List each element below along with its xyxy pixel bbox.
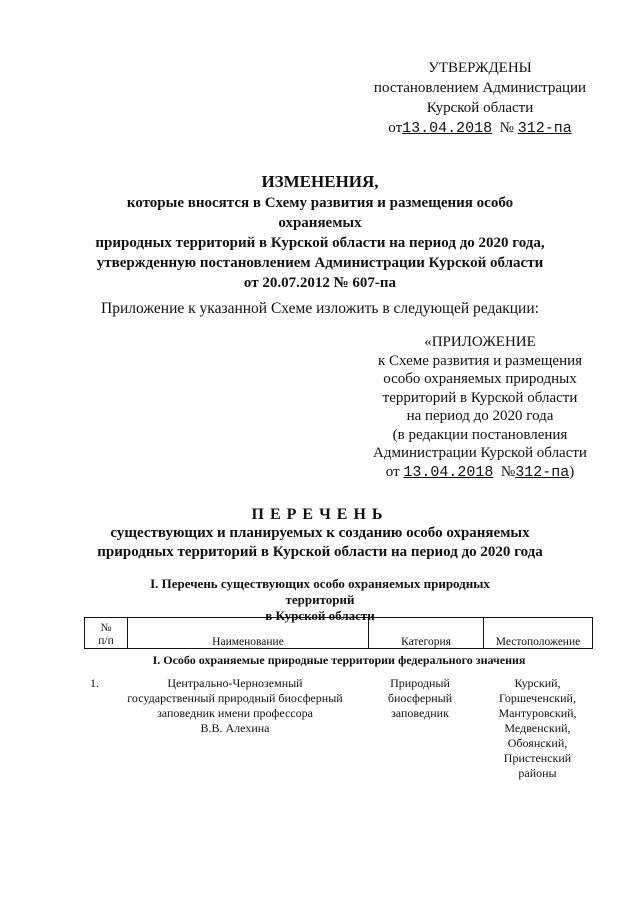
- approval-line-decree: постановлением Администрации: [373, 80, 587, 96]
- approval-number: 312-па: [517, 120, 572, 137]
- row-location-line: Обоянский,: [507, 736, 568, 750]
- approval-date: 13.04.2018: [402, 120, 493, 137]
- row-name-line: Центрально-Черноземный: [167, 676, 303, 690]
- appendix-line: особо охраняемых природных: [383, 371, 577, 387]
- row-category-line: Природный: [390, 676, 450, 690]
- row-location-line: Мантуровский,: [498, 706, 577, 720]
- appendix-date: 13.04.2018: [403, 463, 494, 481]
- territories-table: [84, 617, 593, 649]
- approval-heading: УТВЕРЖДЕНЫ: [428, 60, 532, 76]
- header-location: Местоположение: [484, 618, 593, 649]
- approval-number-prefix: №: [499, 120, 514, 136]
- appendix-line: «ПРИЛОЖЕНИЕ: [424, 334, 536, 350]
- header-num-top: №: [100, 622, 112, 634]
- changes-line: утвержденную постановлением Администрации Курской области: [96, 255, 544, 271]
- header-num-bottom: п/п: [98, 635, 114, 647]
- row-name-line: заповедник имени профессора: [157, 706, 313, 720]
- appendix-line: территорий в Курской области: [382, 389, 578, 406]
- appendix-date-line: [355, 463, 605, 483]
- appendix-line: (в редакции постановления: [392, 426, 568, 443]
- appendix-line: к Схеме развития и размещения: [377, 352, 583, 369]
- list-subtitle: [80, 524, 560, 562]
- row-location-line: Курский,: [514, 676, 561, 690]
- approval-block: [355, 58, 605, 139]
- appendix-line: на период до 2020 года: [406, 408, 554, 424]
- list-subtitle-line: существующих и планируемых к созданию особо охраняемых: [110, 525, 530, 541]
- list-subtitle-line: природных территорий в Курской области на период до 2020 года: [97, 544, 543, 560]
- header-num: [85, 618, 128, 649]
- appendix-date-prefix: от: [385, 463, 400, 480]
- appendix-line: Администрации Курской области: [373, 445, 587, 461]
- section-title-line: I. Перечень существующих особо охраняемых природных территорий: [150, 576, 490, 607]
- approval-date-line: [355, 118, 605, 139]
- header-name: Наименование: [128, 618, 369, 649]
- changes-line: от 20.07.2012 № 607-па: [243, 275, 397, 291]
- changes-line: природных территорий в Курской области на период до 2020 года,: [95, 235, 545, 251]
- row-category-line: биосферный: [387, 691, 453, 705]
- row-location-line: Пристенский: [503, 751, 572, 765]
- changes-line: которые вносятся в Схему развития и размещения особо охраняемых: [126, 195, 514, 231]
- row-category: [375, 676, 465, 721]
- row-location: [480, 676, 595, 781]
- changes-description: [90, 193, 550, 293]
- appendix-closing: ): [569, 463, 575, 480]
- list-title: ПЕРЕЧЕНЬ: [251, 506, 389, 523]
- approval-line-region: Курской области: [426, 100, 534, 116]
- approval-date-prefix: от: [388, 120, 403, 136]
- row-name-line: В.В. Алехина: [200, 721, 270, 735]
- row-number: 1.: [90, 676, 99, 690]
- row-name: [120, 676, 350, 736]
- appendix-block: [355, 333, 605, 482]
- table-header-row: [85, 618, 593, 649]
- appendix-number: 312-па: [515, 463, 570, 481]
- row-category-line: заповедник: [391, 706, 449, 720]
- section-title-line: в Курской области: [265, 608, 375, 623]
- header-category: Категория: [369, 618, 484, 649]
- row-name-line: государственный природный биосферный: [127, 691, 343, 705]
- appendix-number-prefix: №: [500, 463, 516, 480]
- group-heading: I. Особо охраняемые природные территории федерального значения: [152, 653, 526, 667]
- changes-title: ИЗМЕНЕНИЯ,: [261, 172, 379, 191]
- row-location-line: Медвенский,: [504, 721, 571, 735]
- intro-text: Приложение к указанной Схеме изложить в следующей редакции:: [101, 300, 539, 317]
- row-location-line: Горшеченский,: [499, 691, 576, 705]
- row-location-line: районы: [518, 766, 557, 780]
